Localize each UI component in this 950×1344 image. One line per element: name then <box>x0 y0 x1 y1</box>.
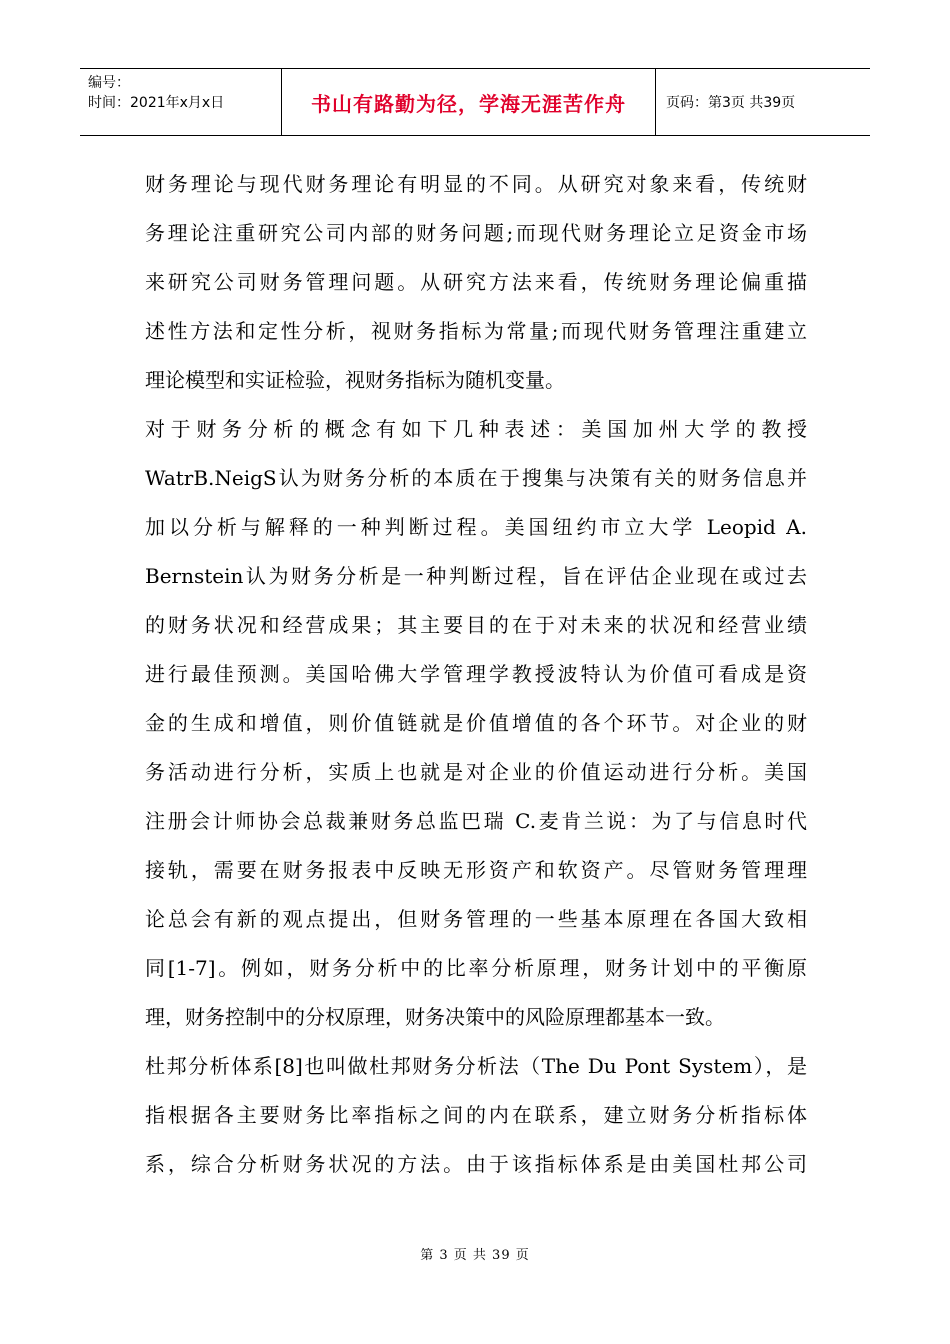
text-line: 金的生成和增值，则价值链就是价值增值的各个环节。对企业的财 <box>145 711 807 735</box>
text-line: 同[1-7]。例如，财务分析中的比率分析原理，财务计划中的平衡原 <box>145 956 807 980</box>
text-line: 述性方法和定性分析，视财务指标为常量;而现代财务管理注重建立 <box>145 319 807 343</box>
text-line: Bernstein认为财务分析是一种判断过程，旨在评估企业现在或过去 <box>145 564 807 588</box>
header-meta <box>80 69 282 135</box>
text-line: 理论模型和实证检验，视财务指标为随机变量。 <box>145 368 565 392</box>
number-label: 编号： <box>88 75 130 91</box>
time-label: 时间：2021年x月x日 <box>88 95 225 111</box>
page-header <box>80 68 870 136</box>
text-line: 加以分析与解释的一种判断过程。美国纽约市立大学 Leopid A. <box>145 515 807 539</box>
text-line: 对于财务分析的概念有如下几种表述：美国加州大学的教授 <box>145 417 807 441</box>
text-line: WatrB.NeigS认为财务分析的本质在于搜集与决策有关的财务信息并 <box>145 466 807 490</box>
text-line: 务理论注重研究公司内部的财务问题;而现代财务理论立足资金市场 <box>145 221 807 245</box>
text-line: 指根据各主要财务比率指标之间的内在联系，建立财务分析指标体 <box>145 1103 807 1127</box>
text-line: 系，综合分析财务状况的方法。由于该指标体系是由美国杜邦公司 <box>145 1152 807 1176</box>
text-line: 论总会有新的观点提出，但财务管理的一些基本原理在各国大致相 <box>145 907 807 931</box>
text-line: 注册会计师协会总裁兼财务总监巴瑞 C.麦肯兰说：为了与信息时代 <box>145 809 807 833</box>
text-line: 进行最佳预测。美国哈佛大学管理学教授波特认为价值可看成是资 <box>145 662 807 686</box>
document-body <box>145 160 807 1189</box>
header-motto: 书山有路勤为径，学海无涯苦作舟 <box>282 69 656 135</box>
text-line: 来研究公司财务管理问题。从研究方法来看，传统财务理论偏重描 <box>145 270 807 294</box>
text-line: 理，财务控制中的分权原理，财务决策中的风险原理都基本一致。 <box>145 1005 725 1029</box>
header-page-info: 页码：第3页 共39页 <box>666 95 796 111</box>
text-line: 财务理论与现代财务理论有明显的不同。从研究对象来看，传统财 <box>145 172 807 196</box>
text-line: 接轨，需要在财务报表中反映无形资产和软资产。尽管财务管理理 <box>145 858 807 882</box>
text-line: 杜邦分析体系[8]也叫做杜邦财务分析法（The Du Pont System），是 <box>145 1054 807 1078</box>
page-footer: 第 3 页 共 39 页 <box>420 1248 530 1263</box>
text-line: 务活动进行分析，实质上也就是对企业的价值运动进行分析。美国 <box>145 760 807 784</box>
text-line: 的财务状况和经营成果；其主要目的在于对未来的状况和经营业绩 <box>145 613 807 637</box>
